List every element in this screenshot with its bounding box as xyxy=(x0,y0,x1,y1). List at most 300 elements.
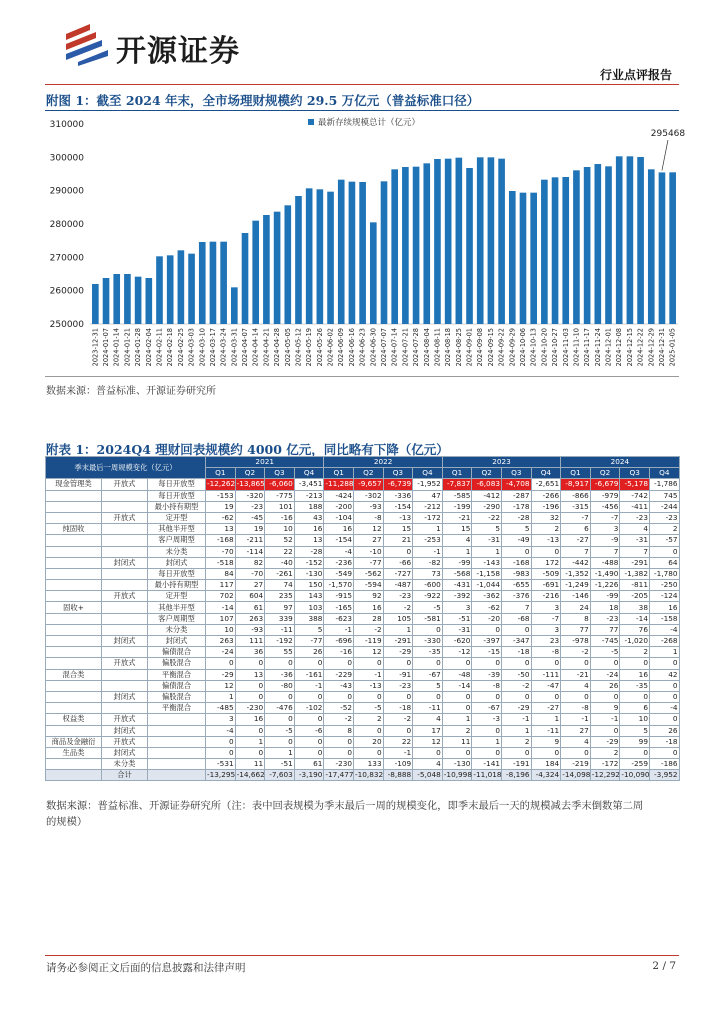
table-cell: -114 xyxy=(235,546,265,557)
table-cell: 3 xyxy=(206,714,236,725)
table-cell: 28 xyxy=(354,613,384,624)
table-cell: -57 xyxy=(649,535,679,546)
x-tick-label: 2024-01-07 xyxy=(102,328,111,367)
table-cell: -31 xyxy=(442,624,472,635)
table-cell: 172 xyxy=(531,557,561,568)
quarter-header: Q3 xyxy=(501,468,531,479)
table-cell: 7 xyxy=(501,602,531,613)
table-cell: 0 xyxy=(383,691,413,702)
table-cell: -16 xyxy=(324,647,354,658)
table-cell: -23 xyxy=(383,680,413,691)
header-rule xyxy=(45,84,679,85)
table-source-line2: 的规模） xyxy=(46,816,88,828)
table-cell: 2 xyxy=(590,747,620,758)
table-cell: -29 xyxy=(206,669,236,680)
row-label-c1 xyxy=(46,546,102,557)
table-cell: -8 xyxy=(531,647,561,658)
table-cell: 105 xyxy=(383,613,413,624)
table-cell: -4,324 xyxy=(531,770,561,781)
table-cell: 0 xyxy=(472,691,502,702)
table-cell: -315 xyxy=(561,501,591,512)
table-cell: 0 xyxy=(561,747,591,758)
table-cell: 0 xyxy=(590,658,620,669)
table-cell: -253 xyxy=(413,535,443,546)
table-cell: -13,865 xyxy=(236,479,265,489)
quarter-header: Q3 xyxy=(383,468,413,479)
bar xyxy=(178,250,185,324)
table-cell: 19 xyxy=(206,501,236,512)
table-cell: -12,262 xyxy=(207,479,236,489)
x-tick-label: 2024-04-07 xyxy=(241,328,250,367)
bar xyxy=(498,159,505,324)
table-cell: -915 xyxy=(324,591,354,602)
row-label-c3 xyxy=(148,747,206,758)
bar xyxy=(509,191,516,324)
table-cell: -24 xyxy=(590,669,620,680)
bar xyxy=(252,221,259,324)
table-cell: 745 xyxy=(649,490,679,501)
table-cell: -168 xyxy=(501,557,531,568)
table-cell: 0 xyxy=(354,658,384,669)
table-cell: 133 xyxy=(354,759,384,770)
bar xyxy=(434,159,441,324)
table-cell: 74 xyxy=(265,580,295,591)
table-cell: 0 xyxy=(590,725,620,736)
row-label-c1 xyxy=(46,535,102,546)
bar xyxy=(562,177,569,324)
table-cell: -244 xyxy=(649,501,679,512)
row-label-c3: 每日开放型 xyxy=(148,568,206,579)
table-cell: 13 xyxy=(235,669,265,680)
table-cell: -165 xyxy=(324,602,354,613)
table-cell: 0 xyxy=(620,747,650,758)
table-cell: 0 xyxy=(206,658,236,669)
table-cell: 0 xyxy=(324,691,354,702)
table-cell: 26 xyxy=(294,647,324,658)
bar xyxy=(349,182,356,324)
row-label-c3: 偏债混合 xyxy=(148,680,206,691)
table-cell: -6,739 xyxy=(383,479,413,490)
bar xyxy=(466,168,473,324)
table-cell: -191 xyxy=(501,759,531,770)
row-label-c2: 封闭式 xyxy=(102,557,148,568)
table-cell: 84 xyxy=(206,568,236,579)
table-cell: -158 xyxy=(649,613,679,624)
bar xyxy=(627,156,634,324)
table-cell: -154 xyxy=(383,501,413,512)
table-cell: 12 xyxy=(354,524,384,535)
row-label-c1 xyxy=(46,613,102,624)
bar xyxy=(231,287,238,324)
table-cell: 7 xyxy=(561,546,591,557)
table-cell: -4,708 xyxy=(501,479,531,490)
legend-swatch xyxy=(308,119,314,125)
bar xyxy=(295,196,302,324)
table-cell: -28 xyxy=(501,512,531,523)
table-cell: -91 xyxy=(383,669,413,680)
table-cell: 16 xyxy=(620,669,650,680)
table-cell: -562 xyxy=(354,568,384,579)
table-cell: 0 xyxy=(501,747,531,758)
table-cell: -568 xyxy=(442,568,472,579)
table-cell: 32 xyxy=(531,512,561,523)
table-cell: 1 xyxy=(383,624,413,635)
bar xyxy=(413,167,420,324)
table-cell: -3,451 xyxy=(294,479,324,490)
table-cell: -93 xyxy=(354,501,384,512)
table-cell: -1 xyxy=(294,680,324,691)
table-cell: 36 xyxy=(235,647,265,658)
table-cell: -1,780 xyxy=(649,568,679,579)
table-cell: -979 xyxy=(590,490,620,501)
table-cell: -442 xyxy=(561,557,591,568)
figure-source: 数据来源：普益标准、开源证券研究所 xyxy=(46,386,216,397)
table-cell: 92 xyxy=(354,591,384,602)
row-label-c1 xyxy=(46,501,102,512)
table-cell: 52 xyxy=(265,535,295,546)
row-label-c2: 未分类 xyxy=(102,759,148,770)
table-cell: 0 xyxy=(235,725,265,736)
table-cell: -7 xyxy=(561,512,591,523)
x-tick-label: 2024-09-01 xyxy=(465,328,474,367)
bar xyxy=(669,172,676,324)
table-head-left: 季末最后一周规模变化（亿元） xyxy=(46,457,206,479)
table-cell: -11 xyxy=(265,624,295,635)
table-cell: -99 xyxy=(442,557,472,568)
table-cell: 0 xyxy=(501,624,531,635)
table-cell: -7,603 xyxy=(265,770,295,781)
table-cell: 26 xyxy=(649,725,679,736)
x-tick-label: 2024-02-04 xyxy=(144,328,153,367)
table-cell: 1 xyxy=(531,714,561,725)
table-row xyxy=(46,490,680,501)
x-tick-label: 2024-01-14 xyxy=(112,328,121,367)
table-cell: -330 xyxy=(413,636,443,647)
year-header: 2021 xyxy=(206,457,324,468)
table-cell: -23 xyxy=(383,591,413,602)
table-cell: -811 xyxy=(620,580,650,591)
table-cell: 0 xyxy=(294,736,324,747)
table-body xyxy=(46,479,680,781)
bar xyxy=(242,233,249,324)
table-cell: -168 xyxy=(206,535,236,546)
table-cell: -11,018 xyxy=(473,770,502,780)
table-cell: -9 xyxy=(590,535,620,546)
row-label-c2: 开放式 xyxy=(102,512,148,523)
table-cell: -43 xyxy=(324,680,354,691)
table-cell: -229 xyxy=(324,669,354,680)
table-cell: 2 xyxy=(354,714,384,725)
table-cell: 16 xyxy=(235,714,265,725)
table-cell: 11 xyxy=(442,736,472,747)
row-label-c2 xyxy=(102,580,148,591)
bar xyxy=(145,278,152,324)
x-tick-label: 2024-12-01 xyxy=(604,328,613,367)
table-cell: -655 xyxy=(501,580,531,591)
quarter-header: Q1 xyxy=(324,468,354,479)
year-header: 2022 xyxy=(324,457,442,468)
table-cell: -172 xyxy=(413,512,443,523)
x-tick-label: 2023-12-31 xyxy=(91,328,100,367)
x-tick-label: 2024-08-18 xyxy=(444,328,453,367)
table-cell: -230 xyxy=(235,703,265,714)
row-label-c2 xyxy=(102,501,148,512)
table-cell: -2 xyxy=(354,624,384,635)
table-cell: 0 xyxy=(531,546,561,557)
row-label-c2 xyxy=(102,613,148,624)
row-label-c1: 生品类 xyxy=(46,747,102,758)
row-label-c3: 封闭式 xyxy=(148,557,206,568)
table-cell: 10 xyxy=(620,714,650,725)
table-cell: -28 xyxy=(294,546,324,557)
table-cell: -302 xyxy=(354,490,384,501)
table-cell: -5,048 xyxy=(413,770,443,781)
table-cell: -3 xyxy=(472,714,502,725)
row-label-c3: 定开型 xyxy=(148,512,206,523)
chart-legend xyxy=(308,117,420,128)
row-label-c3 xyxy=(148,725,206,736)
table-cell: -14,662 xyxy=(236,770,265,780)
row-label-c1 xyxy=(46,580,102,591)
table-cell: 263 xyxy=(235,613,265,624)
table-cell: 21 xyxy=(383,535,413,546)
row-label-c2: 封闭式 xyxy=(102,691,148,702)
x-tick-label: 2024-03-17 xyxy=(208,328,217,367)
x-tick-label: 2024-06-30 xyxy=(369,328,378,367)
table-cell: 0 xyxy=(265,658,295,669)
table-cell: -47 xyxy=(531,680,561,691)
table-cell: -6,679 xyxy=(590,479,620,490)
table-cell: -266 xyxy=(531,490,561,501)
table-cell: -141 xyxy=(472,759,502,770)
table-cell: 82 xyxy=(235,557,265,568)
table-cell: -211 xyxy=(235,535,265,546)
table-cell: 4 xyxy=(413,714,443,725)
table-cell: -13,295 xyxy=(207,770,236,780)
bar xyxy=(573,170,580,324)
table-cell: 5 xyxy=(472,524,502,535)
table-cell: -268 xyxy=(649,636,679,647)
table-title: 附表 1：2024Q4 理财回表规模约 4000 亿元，同比略有下降（亿元） xyxy=(46,442,449,457)
bar xyxy=(263,215,270,324)
row-label-c1 xyxy=(46,658,102,669)
table-cell: -978 xyxy=(561,636,591,647)
table-cell: 27 xyxy=(354,535,384,546)
table-cell: -600 xyxy=(413,580,443,591)
table-cell: 0 xyxy=(324,747,354,758)
table-cell: 2 xyxy=(620,647,650,658)
table-cell: 143 xyxy=(294,591,324,602)
x-tick-label: 2024-07-14 xyxy=(390,328,399,367)
table-cell: 150 xyxy=(294,580,324,591)
bar xyxy=(103,278,110,324)
bar xyxy=(92,284,99,324)
bar xyxy=(488,157,495,324)
bar xyxy=(456,158,463,324)
x-tick-label: 2024-03-31 xyxy=(230,328,239,367)
table-row xyxy=(46,624,680,635)
table-cell: -17,477 xyxy=(325,770,354,780)
x-tick-label: 2024-03-10 xyxy=(198,328,207,367)
x-tick-label: 2024-08-25 xyxy=(454,328,463,367)
table-cell: -620 xyxy=(442,636,472,647)
row-label-c1 xyxy=(46,624,102,635)
table-cell: -161 xyxy=(294,669,324,680)
figure-bottom-rule xyxy=(45,376,679,377)
table-row xyxy=(46,512,680,523)
x-tick-label: 2024-04-28 xyxy=(273,328,282,367)
table-cell: 3 xyxy=(531,602,561,613)
table-cell: 16 xyxy=(649,602,679,613)
row-label-c2 xyxy=(102,546,148,557)
table-cell: -23 xyxy=(235,501,265,512)
table-cell: -531 xyxy=(206,759,236,770)
table-cell: -1,570 xyxy=(324,580,354,591)
table-cell: 0 xyxy=(294,691,324,702)
x-tick-label: 2024-12-29 xyxy=(647,328,656,367)
x-tick-label: 2024-08-11 xyxy=(433,328,442,367)
table-row xyxy=(46,669,680,680)
x-tick-label: 2024-09-15 xyxy=(486,328,495,367)
x-tick-label: 2024-10-27 xyxy=(551,328,560,367)
table-cell: 103 xyxy=(294,602,324,613)
table-row xyxy=(46,591,680,602)
row-label-c3: 每日开放型 xyxy=(148,490,206,501)
table-cell: -4 xyxy=(206,725,236,736)
table-cell: -287 xyxy=(501,490,531,501)
table-cell: 12 xyxy=(206,680,236,691)
table-cell: -291 xyxy=(620,557,650,568)
table-cell: -21 xyxy=(442,512,472,523)
table-cell: -1 xyxy=(383,747,413,758)
bar xyxy=(381,181,388,324)
row-label-c2 xyxy=(102,535,148,546)
table-cell: 2 xyxy=(501,736,531,747)
year-header: 2023 xyxy=(442,457,560,468)
table-cell: 0 xyxy=(265,714,295,725)
table-cell: -45 xyxy=(235,512,265,523)
page-number: 2 / 7 xyxy=(652,960,676,972)
table-cell: -29 xyxy=(590,736,620,747)
table-cell: 1 xyxy=(442,714,472,725)
table-row xyxy=(46,725,680,736)
table-cell: -18 xyxy=(383,703,413,714)
table-cell: -27 xyxy=(561,535,591,546)
row-label-c1 xyxy=(46,636,102,647)
table-cell: -290 xyxy=(472,501,502,512)
table-year-row xyxy=(46,457,680,468)
bar xyxy=(541,180,548,324)
bar xyxy=(284,205,291,324)
table-cell: -9,657 xyxy=(354,479,384,490)
table-cell: -14,098 xyxy=(562,770,591,780)
table-cell: 0 xyxy=(383,546,413,557)
x-tick-label: 2024-05-05 xyxy=(283,328,292,367)
row-label-c3: 未分类 xyxy=(148,546,206,557)
table-cell: -518 xyxy=(206,557,236,568)
table-cell: -10,832 xyxy=(355,770,384,780)
row-label-c2: 开放式 xyxy=(102,479,148,490)
table-cell: -13 xyxy=(354,680,384,691)
table-cell: 1 xyxy=(206,691,236,702)
table-cell: 77 xyxy=(590,624,620,635)
table-cell: -21 xyxy=(561,669,591,680)
bar xyxy=(659,172,666,324)
table-cell: -336 xyxy=(383,490,413,501)
table-cell: 22 xyxy=(265,546,295,557)
bar xyxy=(188,254,195,324)
table-cell: 42 xyxy=(649,669,679,680)
row-label-c3: 偏债混合 xyxy=(148,647,206,658)
table-cell: -36 xyxy=(265,669,295,680)
row-label-c2: 开放式 xyxy=(102,658,148,669)
table-cell: 26 xyxy=(590,680,620,691)
row-label-c1: 商品及金融衍 xyxy=(46,736,102,747)
bar xyxy=(359,182,366,324)
table-cell: 0 xyxy=(413,747,443,758)
table-cell: -50 xyxy=(501,669,531,680)
table-cell: -6,060 xyxy=(265,479,295,490)
table-cell: -696 xyxy=(324,636,354,647)
table-cell: -152 xyxy=(294,557,324,568)
y-tick-label: 250000 xyxy=(49,320,84,330)
table-cell: -205 xyxy=(620,591,650,602)
brand-name: 开源证券 xyxy=(116,34,240,69)
figure-title: 附图 1：截至 2024 年末，全市场理财规模约 29.5 万亿元（普益标准口径） xyxy=(46,93,480,108)
row-label-c2 xyxy=(102,669,148,680)
table-cell: -102 xyxy=(294,703,324,714)
x-tick-label: 2025-01-05 xyxy=(668,328,677,367)
quarter-header: Q4 xyxy=(413,468,443,479)
table-cell: -745 xyxy=(590,636,620,647)
row-label-c1: 权益类 xyxy=(46,714,102,725)
table-cell: 97 xyxy=(265,602,295,613)
report-type: 行业点评报告 xyxy=(599,68,672,82)
row-label-c2 xyxy=(102,524,148,535)
table-cell: 61 xyxy=(294,759,324,770)
x-tick-label: 2024-09-08 xyxy=(476,328,485,367)
row-label-c3: 其他半开型 xyxy=(148,524,206,535)
table-cell: 1 xyxy=(235,736,265,747)
table-cell: 0 xyxy=(206,736,236,747)
table-cell: 0 xyxy=(649,546,679,557)
row-label-c3: 最小持有期型 xyxy=(148,501,206,512)
table-cell: -93 xyxy=(235,624,265,635)
table-cell: -130 xyxy=(442,759,472,770)
table-cell: -594 xyxy=(354,580,384,591)
table-cell: 0 xyxy=(649,691,679,702)
row-label-c1 xyxy=(46,725,102,736)
table-cell: 47 xyxy=(413,490,443,501)
table-cell: -230 xyxy=(324,759,354,770)
table-cell: 77 xyxy=(561,624,591,635)
table-cell: -109 xyxy=(383,759,413,770)
row-label-c2 xyxy=(102,647,148,658)
row-label-c2 xyxy=(102,490,148,501)
table-cell: 9 xyxy=(531,736,561,747)
row-label-c1 xyxy=(46,591,102,602)
table-row xyxy=(46,770,680,781)
table-cell: 23 xyxy=(531,636,561,647)
quarter-header: Q3 xyxy=(620,468,650,479)
brand-logo-icon xyxy=(60,22,116,66)
x-tick-label: 2024-02-18 xyxy=(166,328,175,367)
table-cell: -8,888 xyxy=(383,770,413,781)
table-cell: 111 xyxy=(235,636,265,647)
table-cell: 263 xyxy=(206,636,236,647)
table-cell: -5,178 xyxy=(620,479,650,490)
table-cell: 4 xyxy=(561,680,591,691)
